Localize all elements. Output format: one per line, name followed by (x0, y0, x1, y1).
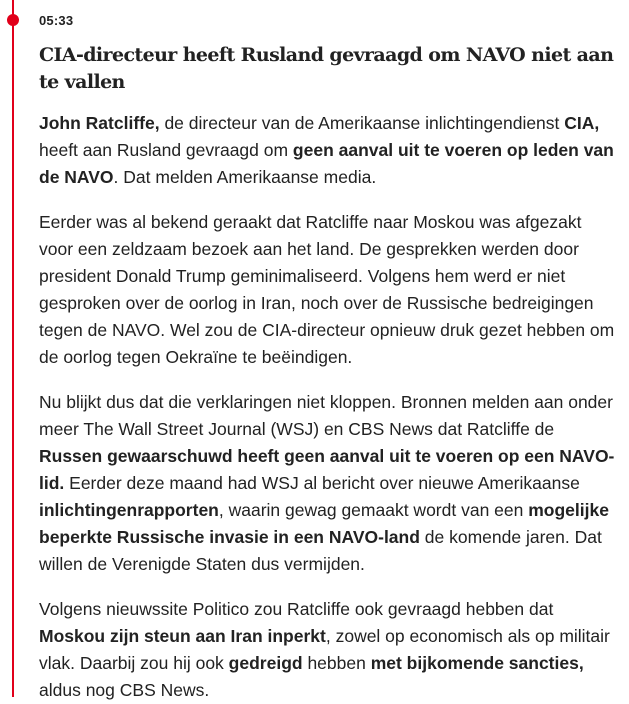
bold-text-run: geen aanval uit te voeren op leden van de NAVO (39, 140, 614, 187)
timeline-dot (7, 14, 19, 26)
text-run: , zowel op economisch als op militair vlak. Daarbij zou hij ook (39, 626, 610, 673)
paragraph-2 (39, 209, 619, 371)
text-run: Eerder deze maand had WSJ al bericht over nieuwe Amerikaanse (64, 473, 580, 493)
text-run: de directeur van de Amerikaanse inlichtingendienst (159, 113, 565, 133)
text-run: Nu blijkt dus dat die verklaringen niet kloppen. Bronnen melden aan onder meer The Wall Street Journal (WSJ) en CBS News dat Ratcliffe de (39, 392, 613, 439)
text-run: . Dat melden Amerikaanse media. (113, 167, 377, 187)
bold-text-run: gedreigd (228, 653, 303, 673)
liveblog-entry (39, 0, 619, 704)
timeline-line (12, 0, 14, 697)
bold-text-run: inlichtingenrapporten (39, 500, 219, 520)
paragraph-3 (39, 389, 619, 578)
entry-headline: CIA-directeur heeft Rusland gevraagd om NAVO niet aan te vallen (39, 44, 614, 93)
paragraph-1 (39, 110, 619, 191)
entry-body (39, 110, 619, 704)
paragraph-4 (39, 596, 619, 704)
bold-text-run: Russen gewaarschuwd heeft geen aanval uit te voeren op een NAVO-lid. (39, 446, 615, 493)
text-run: hebben (302, 653, 371, 673)
bold-text-run: Moskou zijn steun aan Iran inperkt (39, 626, 326, 646)
text-run: aldus nog CBS News. (39, 680, 210, 700)
text-run: Volgens nieuwssite Politico zou Ratcliffe ook gevraagd hebben dat (39, 599, 554, 619)
entry-time: 05:33 (39, 13, 74, 28)
bold-text-run: CIA, (564, 113, 600, 133)
text-run: , waarin gewag gemaakt wordt van een (218, 500, 529, 520)
text-run: heeft aan Rusland gevraagd om (39, 140, 293, 160)
bold-text-run: met bijkomende sancties, (370, 653, 584, 673)
bold-text-run: mogelijke beperkte Russische invasie in een NAVO-land (39, 500, 609, 547)
text-run: de komende jaren. Dat willen de Verenigde Staten dus vermijden. (39, 527, 602, 574)
bold-text-run: John Ratcliffe, (39, 113, 160, 133)
text-run: Eerder was al bekend geraakt dat Ratcliffe naar Moskou was afgezakt voor een zeldzaam bezoek aan het land. De gesprekken werden door president Donald Trump geminimaliseerd. Volgens hem werd er niet gesproken over de oorlog in Iran, noch over de Russische bedreigingen tegen de NAVO. Wel zou de CIA-directeur opnieuw druk gezet hebben om de oorlog tegen Oekraïne te beëindigen. (39, 212, 615, 367)
